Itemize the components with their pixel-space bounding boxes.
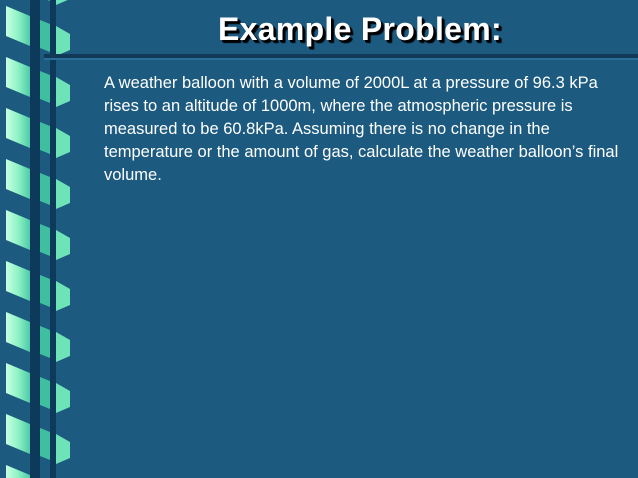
ribbon-tip	[56, 230, 70, 260]
ribbon-segment	[6, 465, 30, 478]
ribbon-segment	[6, 414, 30, 454]
slide-title: Example Problem:	[217, 11, 502, 47]
ribbon-tip	[56, 77, 70, 107]
ribbon-segment	[6, 57, 30, 97]
ribbon-segment	[6, 210, 30, 250]
problem-text: A weather balloon with a volume of 2000L at a pressure of 96.3 kPa rises to an altitude of 1000m, where the atmospheric pressure is measured to be 60.8kPa. Assuming there is no change in the temperature or the amount of gas, calculate the weather balloon’s final volume.	[104, 74, 619, 184]
ribbon-tip	[56, 0, 70, 5]
ribbon-segment	[6, 6, 30, 46]
ribbon-band	[40, 20, 50, 52]
ribbon-band	[40, 377, 50, 409]
ribbon-segment	[6, 108, 30, 148]
ribbon-band	[40, 122, 50, 154]
ribbon-segment	[6, 159, 30, 199]
ribbon-tip	[56, 128, 70, 158]
ribbon-tip	[56, 26, 70, 56]
ribbon-tip	[56, 179, 70, 209]
ribbon-segment	[6, 261, 30, 301]
ribbon-tip	[56, 383, 70, 413]
title-divider	[44, 54, 638, 58]
ribbon-tip	[56, 332, 70, 362]
ribbon-tip	[56, 281, 70, 311]
ribbon-tip	[56, 434, 70, 464]
ribbon-band	[40, 0, 50, 1]
ribbon-band	[40, 428, 50, 460]
ribbon-segment	[6, 363, 30, 403]
ribbon-band	[40, 71, 50, 103]
ribbon-band	[40, 224, 50, 256]
ribbon-band	[40, 173, 50, 205]
ribbon-segment	[6, 312, 30, 352]
ribbon-band	[40, 275, 50, 307]
decorative-ribbon	[0, 0, 95, 478]
ribbon-band	[40, 326, 50, 358]
